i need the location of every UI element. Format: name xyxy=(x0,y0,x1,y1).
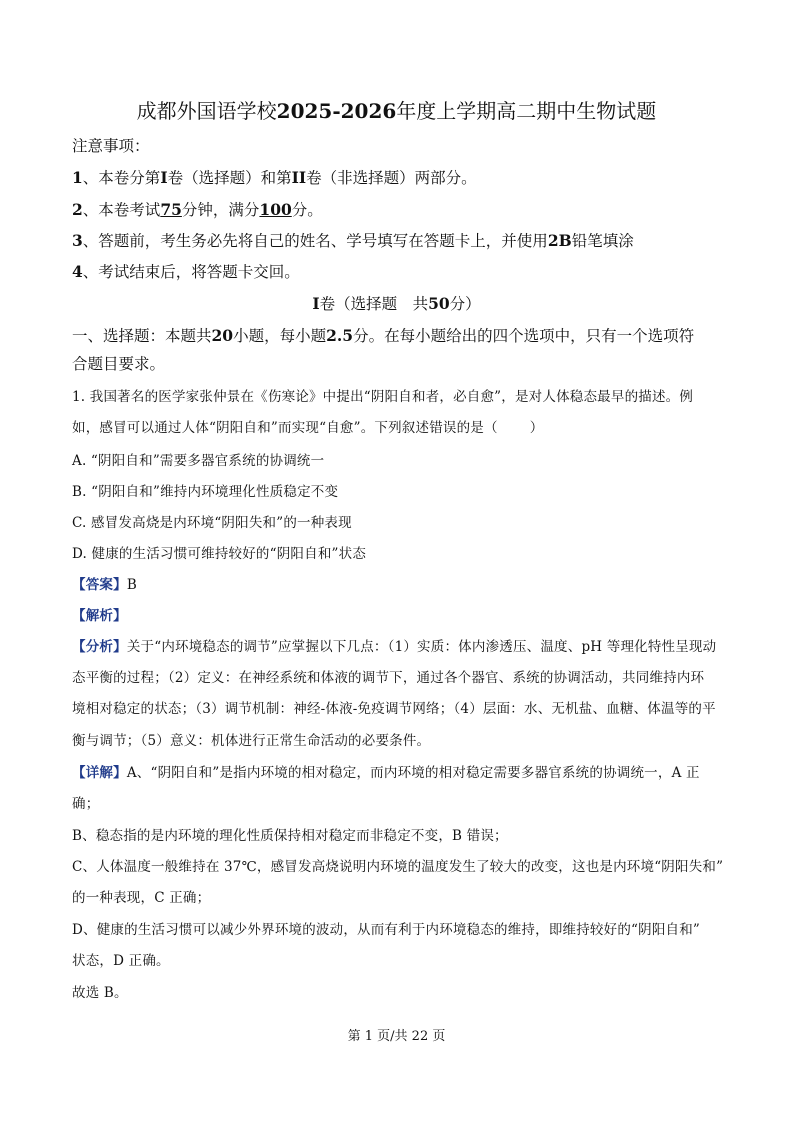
notice-item-1: 1、本卷分第I卷（选择题）和第II卷（非选择题）两部分。 xyxy=(72,168,477,187)
analysis-line-1: 【分析】关于“内环境稳态的调节”应掌握以下几点：（1）实质：体内渗透压、温度、pH 等理化特性呈现动 xyxy=(72,639,717,655)
answer-value: B xyxy=(126,577,137,593)
detail-line-4: C、人体温度一般维持在 37℃，感冒发高烧说明内环境的温度发生了较大的改变，这也是内环境“阴阳失和” xyxy=(72,859,724,875)
option-d: D. 健康的生活习惯可维持较好的“阴阳自和”状态 xyxy=(72,546,367,562)
notice-item-3: 3、答题前，考生务必先将自己的姓名、学号填写在答题卡上，并使用2B铅笔填涂 xyxy=(72,231,634,250)
page-title: 成都外国语学校2025-2026年度上学期高二期中生物试题 xyxy=(136,99,657,123)
answer-line xyxy=(72,573,137,593)
detail-line-2: 确； xyxy=(72,796,100,812)
option-a: A. “阴阳自和”需要多器官系统的协调统一 xyxy=(72,453,325,469)
analysis-line-3: 境相对稳定的状态；（3）调节机制：神经-体液-免疫调节网络；（4）层面：水、无机盐、血糖、体温等的平 xyxy=(72,701,716,717)
section-intro-line-2: 合题目要求。 xyxy=(72,355,166,373)
notice-heading: 注意事项： xyxy=(72,137,150,155)
notice-item-2: 2、本卷考试75分钟，满分100分。 xyxy=(72,200,323,219)
detail-line-1: 【详解】A、“阴阳自和”是指内环境的相对稳定，而内环境的相对稳定需要多器官系统的协调统一，A 正 xyxy=(72,765,700,781)
page-number: 第 1 页/共 22 页 xyxy=(347,1029,446,1044)
question-stem-line-2: 如，感冒可以通过人体“阴阳自和”而实现“自愈”。下列叙述错误的是（ ） xyxy=(72,420,544,436)
detail-line-7: 状态，D 正确。 xyxy=(72,953,170,969)
detail-line-5: 的一种表现，C 正确； xyxy=(72,890,211,906)
detail-line-3: B、稳态指的是内环境的理化性质保持相对稳定而非稳定不变，B 错误； xyxy=(72,828,508,844)
question-stem-line-1: 1. 我国著名的医学家张仲景在《伤寒论》中提出“阴阳自和者，必自愈”，是对人体稳态最早的描述。例 xyxy=(72,389,694,405)
analysis-tag: 【解析】 xyxy=(72,608,127,624)
analysis-line-4: 衡与调节；（5）意义：机体进行正常生命活动的必要条件。 xyxy=(72,733,431,749)
option-b: B. “阴阳自和”维持内环境理化性质稳定不变 xyxy=(72,484,339,500)
option-c: C. 感冒发高烧是内环境“阴阳失和”的一种表现 xyxy=(72,515,352,531)
notice-item-4: 4、考试结束后，将答题卡交回。 xyxy=(72,262,300,281)
section-heading: I卷（选择题 共50分） xyxy=(312,294,481,313)
analysis-line-2: 态平衡的过程；（2）定义：在神经系统和体液的调节下，通过各个器官、系统的协调活动，共同维持内环 xyxy=(72,670,705,686)
answer-tag: 【答案】 xyxy=(72,577,127,593)
conclusion-line: 故选 B。 xyxy=(72,985,128,1001)
section-intro-line-1: 一、选择题：本题共20小题，每小题2.5分。在每小题给出的四个选项中，只有一个选项符 xyxy=(72,326,695,345)
detail-line-6: D、健康的生活习惯可以减少外界环境的波动，从而有利于内环境稳态的维持，即维持较好的“阴阳自和” xyxy=(72,922,701,938)
